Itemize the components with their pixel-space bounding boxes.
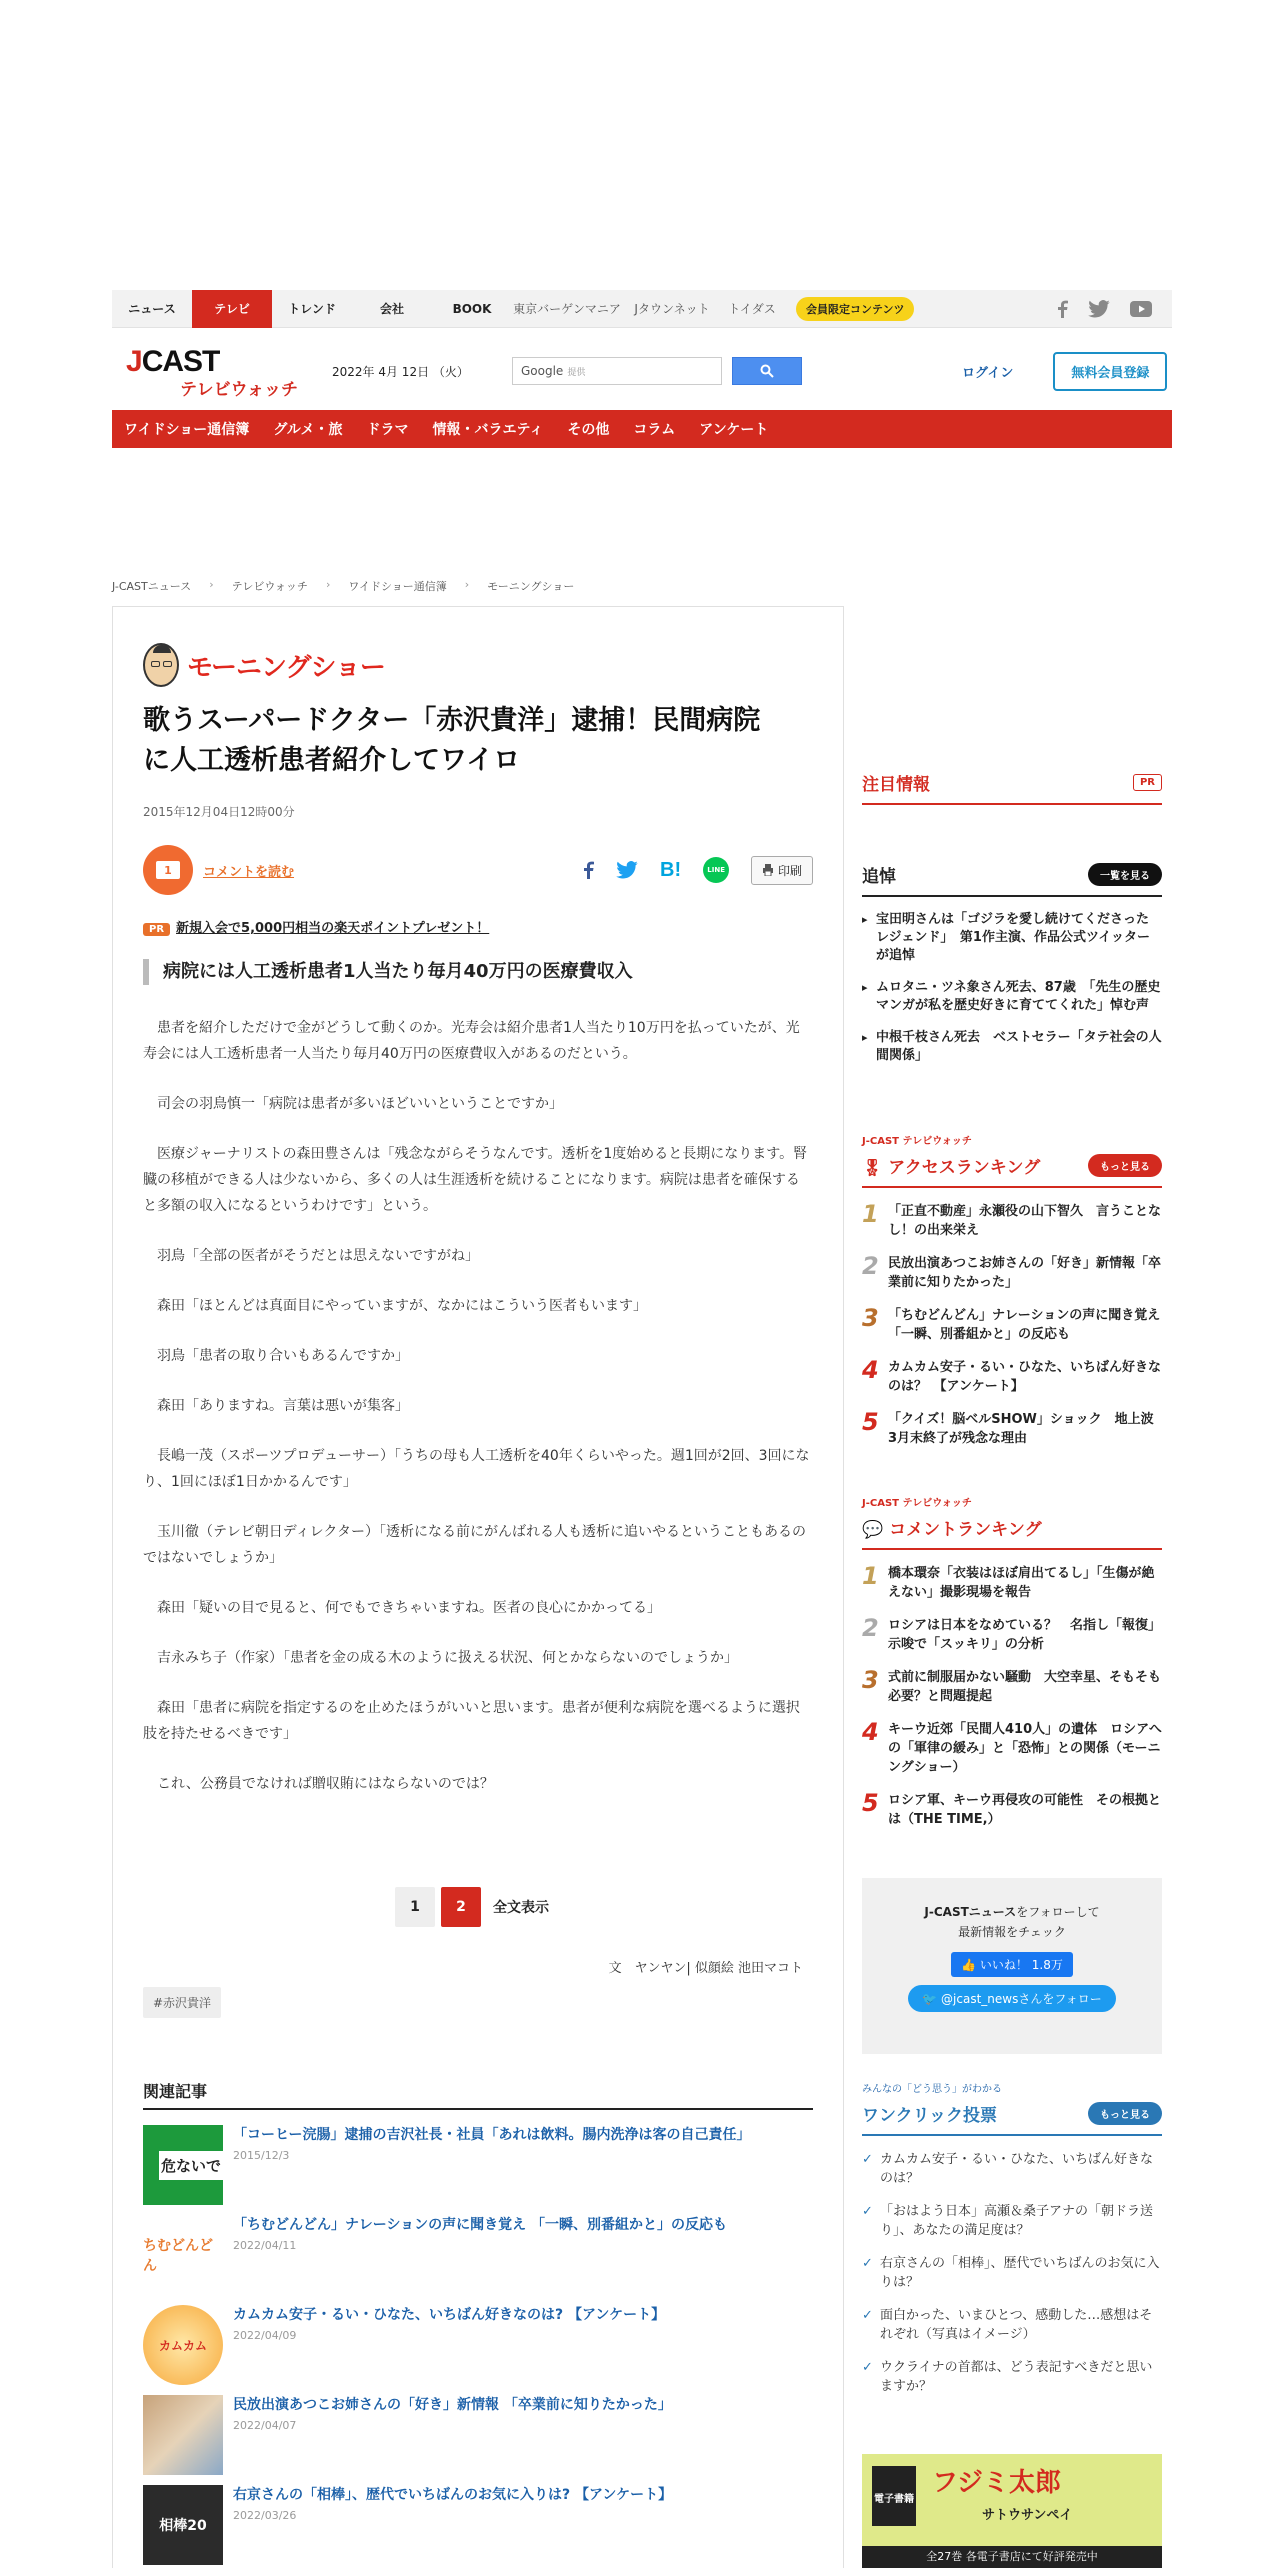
program-brand[interactable]: モーニングショー bbox=[143, 643, 813, 687]
facebook-like-button[interactable]: 👍 いいね！ 1.8万 bbox=[951, 1952, 1073, 1977]
login-link[interactable]: ログイン bbox=[962, 365, 1014, 381]
tsuito-item[interactable]: ▸ 中根千枝さん死去 ベストセラー「タテ社会の人間関係」 bbox=[862, 1029, 1162, 1065]
nav-gourmet[interactable]: グルメ・旅 bbox=[273, 422, 343, 438]
ranking-item[interactable]: 2 ロシアは日本をなめている？ 名指し「報復」示唆で「スッキリ」の分析 bbox=[862, 1614, 1162, 1652]
breadcrumb: J-CASTニュース › テレビウォッチ › ワイドショー通信簿 › モーニングショー bbox=[112, 578, 575, 593]
page-2[interactable]: 2 bbox=[441, 1887, 481, 1927]
brand-label: J-CAST テレビウォッチ bbox=[862, 1498, 972, 1509]
vote-header: ワンクリック投票 もっと見る bbox=[862, 2101, 1162, 2136]
topnav-trend[interactable]: トレンド bbox=[288, 302, 336, 316]
hatena-bookmark-icon[interactable]: B! bbox=[660, 858, 682, 881]
article-date: 2015年12月04日12時00分 bbox=[143, 805, 295, 819]
read-comments-link[interactable]: コメントを読む bbox=[203, 864, 295, 880]
youtube-icon[interactable] bbox=[1130, 301, 1152, 317]
topnav-news[interactable]: ニュース bbox=[128, 302, 176, 316]
vote-item[interactable]: ✓ 右京さんの「相棒」、歴代でいちばんのお気に入りは？ bbox=[862, 2254, 1162, 2292]
pagination bbox=[395, 1887, 549, 1927]
vote-item[interactable]: ✓ 面白かった、いまひとつ、感動した…感想はそれぞれ（写真はイメージ） bbox=[862, 2306, 1162, 2344]
ranking-item[interactable]: 2 民放出演あつこお姉さんの「好き」新情報「卒業前に知りたかった」 bbox=[862, 1252, 1162, 1290]
related-item[interactable]: 相棒20 右京さんの「相棒」、歴代でいちばんのお気に入りは? 【アンケート】 2022/03/26 bbox=[143, 2485, 813, 2565]
related-thumbnail: ちむどんどん bbox=[143, 2215, 223, 2295]
ranking-item[interactable]: 3 式前に制服届かない騒動 大空幸星、そもそも必要？と問題提起 bbox=[862, 1666, 1162, 1704]
article-credit: 文 ヤンヤン| 似顔絵 池田マコト bbox=[608, 1961, 803, 1976]
ranking-item[interactable]: 5 「クイズ！脳ベルSHOW」ショック 地上波3月末終了が残念な理由 bbox=[862, 1408, 1154, 1446]
attention-header: 注目情報 PR bbox=[862, 770, 1162, 805]
topnav-book[interactable]: BOOK bbox=[452, 301, 492, 316]
ranking-item[interactable]: 1 橋本環奈「衣装はほぼ肩出てるし」「生傷が絶えない」撮影現場を報告 bbox=[862, 1562, 1155, 1600]
brand-label: J-CAST テレビウォッチ bbox=[862, 1136, 972, 1147]
nav-wideshow[interactable]: ワイドショー通信簿 bbox=[124, 422, 250, 438]
topnav-toidas[interactable]: トイダス bbox=[728, 302, 776, 316]
related-thumbnail bbox=[143, 2395, 223, 2475]
nav-survey[interactable]: アンケート bbox=[699, 422, 769, 438]
twitter-share-icon[interactable] bbox=[616, 861, 638, 879]
topnav-jtown[interactable]: Jタウンネット bbox=[634, 302, 710, 316]
breadcrumb-item[interactable]: テレビウォッチ bbox=[231, 580, 308, 593]
access-ranking-header: 🎖 アクセスランキング もっと見る bbox=[862, 1153, 1162, 1188]
caricature-icon bbox=[143, 643, 179, 687]
print-icon bbox=[762, 864, 774, 876]
facebook-share-icon[interactable] bbox=[582, 860, 594, 880]
ranking-item[interactable]: 3 「ちむどんどん」ナレーションの声に聞き覚え 「一瞬、別番組かと」の反応も bbox=[862, 1304, 1174, 1342]
search-button[interactable] bbox=[732, 357, 802, 385]
article bbox=[112, 606, 844, 2568]
ranking-item[interactable]: 5 ロシア軍、キーウ再侵攻の可能性 その根拠とは（THE TIME,） bbox=[862, 1789, 1162, 1827]
vote-item[interactable]: ✓ ウクライナの首都は、どう表記すべきだと思いますか？ bbox=[862, 2358, 1162, 2396]
nav-other[interactable]: その他 bbox=[567, 422, 610, 438]
search-input[interactable]: Google 提供 bbox=[512, 357, 722, 385]
article-body: 患者を紹介しただけで金がどうして動くのか。光寿会は紹介患者1人当たり10万円を払っていたが、光寿会には人工透析患者一人当たり毎月40万円の医療費収入があるのだという。 司会の羽鳥慎一「病院は患者が多いほどいいということですか」 医療ジャーナリストの森田豊さんは「残念ながらそうなんです。透析を1度始めると長期になります。腎臓の移植ができる人は少ないから、多くの人は生涯透析を続けることになります。病院は患者を確保すると多額の収入になるというわけです」という。 羽鳥「全部の医者がそうだとは思えないですがね」 森田「ほとんどは真面目にやっていますが、なかにはこういう医者もいます」 羽鳥「患者の取り合いもあるんですか」 森田「ありますね。言葉は悪いが集客」 長嶋一茂（スポーツプロデューサー）「うちの母も人工透析を40年くらいやった。週1回が2回、3回になり、1回にほぼ1日かかるんです」 玉川徹（テレビ朝日ディレクター）「透析になる前にがんばれる人も透析に追いやるということもあるのではないでしょうか」 森田「疑いの目で見ると、何でもできちゃいますね。医者の良心にかかってる」 吉永みち子（作家）「患者を金の成る木のように扱える状況、何とかならないのでしょうか」 森田「患者に病院を指定するのを止めたほうがいいと思います。患者が便利な病院を選べるように選択肢を持たせるべきです」 これ、公務員でなければ贈収賄にはならないのでは？ bbox=[143, 1020, 810, 1792]
breadcrumb-item[interactable]: J-CASTニュース bbox=[112, 580, 192, 593]
ranking-item[interactable]: 4 カムカム安子・るい・ひなた、いちばん好きなのは？ 【アンケート】 bbox=[862, 1356, 1162, 1394]
tsuito-item[interactable]: ▸ 宝田明さんは「ゴジラを愛し続けてくださったレジェンド」 第1作主演、作品公式ツイッターが追悼 bbox=[862, 911, 1162, 965]
site-header bbox=[112, 336, 1172, 406]
comment-icon: 💬 bbox=[862, 1520, 884, 1540]
ranking-item[interactable]: 4 キーウ近郊「民間人410人」の遺体 ロシアへの「軍律の緩み」と「恐怖」との関係（モーニングショー） bbox=[862, 1718, 1162, 1775]
tsuito-header: 追悼 一覧を見る bbox=[862, 862, 1162, 897]
book-ad[interactable]: 電子書籍 フジミ太郎 サトウサンペイ 全27巻 各電子書店にて好評発売中 bbox=[862, 2454, 1162, 2568]
facebook-icon[interactable] bbox=[1056, 300, 1068, 318]
article-tag[interactable]: #赤沢貴洋 bbox=[143, 1987, 221, 2018]
page-1[interactable]: 1 bbox=[395, 1887, 435, 1927]
nav-column[interactable]: コラム bbox=[633, 422, 676, 438]
current-date: 2022年 4月 12日 （火） bbox=[332, 364, 469, 379]
nav-drama[interactable]: ドラマ bbox=[366, 422, 409, 438]
follow-box: J-CASTニュースをフォローして 最新情報をチェック 👍 いいね！ 1.8万 🐦 @jcast_newsさんをフォロー bbox=[862, 1878, 1162, 2054]
related-item[interactable]: ちむどんどん 「ちむどんどん」ナレーションの声に聞き覚え 「一瞬、別番組かと」の反応も 2022/04/11 bbox=[143, 2215, 813, 2295]
more-button[interactable]: もっと見る bbox=[1088, 1154, 1162, 1177]
article-title: 歌うスーパードクター「赤沢貴洋」逮捕！民間病院 に人工透析患者紹介してワイロ bbox=[143, 705, 761, 776]
line-share-icon[interactable]: LINE bbox=[703, 857, 729, 883]
member-badge[interactable]: 会員限定コンテンツ bbox=[796, 297, 914, 321]
print-button[interactable]: 印刷 bbox=[751, 856, 813, 885]
related-thumbnail: 相棒20 bbox=[143, 2485, 223, 2565]
ribbon-icon: 🎖 bbox=[862, 1158, 883, 1177]
topnav-bargain[interactable]: 東京バーゲンマニア bbox=[513, 302, 621, 316]
show-all-link[interactable]: 全文表示 bbox=[493, 1900, 549, 1916]
twitter-icon[interactable] bbox=[1088, 300, 1110, 318]
related-item[interactable]: 民放出演あつこお姉さんの「好き」新情報 「卒業前に知りたかった」 2022/04/07 bbox=[143, 2395, 813, 2475]
twitter-follow-button[interactable]: 🐦 @jcast_newsさんをフォロー bbox=[908, 1985, 1115, 2012]
ranking-item[interactable]: 1 「正直不動産」永瀬役の山下智久 言うことなし！の出来栄え bbox=[862, 1200, 1162, 1238]
more-button[interactable]: もっと見る bbox=[1088, 2102, 1162, 2125]
breadcrumb-item[interactable]: モーニングショー bbox=[487, 580, 575, 593]
section-heading: 病院には人工透析患者1人当たり毎月40万円の医療費収入 bbox=[143, 959, 813, 985]
related-thumbnail: 危ないで bbox=[143, 2125, 223, 2205]
related-list bbox=[143, 2125, 813, 2565]
comment-count-badge[interactable]: 1 bbox=[143, 845, 193, 895]
comment-ranking-header: 💬 コメントランキング bbox=[862, 1515, 1162, 1550]
search-icon bbox=[760, 364, 774, 378]
related-item[interactable]: 危ないで 「コーヒー浣腸」逮捕の吉沢社長・社員「あれは飲料。腸内洗浄は客の自己責任」 2015/12/3 bbox=[143, 2125, 813, 2205]
topnav-tv[interactable]: テレビ bbox=[192, 290, 272, 328]
vote-label: みんなの「どう思う」がわかる bbox=[862, 2084, 1002, 2095]
topnav-company[interactable]: 会社 bbox=[379, 302, 404, 316]
list-all-button[interactable]: 一覧を見る bbox=[1088, 863, 1162, 886]
breadcrumb-item[interactable]: ワイドショー通信簿 bbox=[348, 580, 447, 593]
register-button[interactable]: 無料会員登録 bbox=[1053, 352, 1167, 391]
related-thumbnail: カムカム bbox=[143, 2305, 223, 2385]
jcast-logo[interactable]: JCAST テレビウォッチ bbox=[126, 345, 298, 400]
top-nav bbox=[112, 290, 1172, 328]
related-heading: 関連記事 bbox=[143, 2079, 813, 2110]
vote-item[interactable]: ✓ 「おはよう日本」高瀬＆桑子アナの「朝ドラ送り」、あなたの満足度は？ bbox=[862, 2202, 1162, 2240]
vote-item[interactable]: ✓ カムカム安子・るい・ひなた、いちばん好きなのは？ bbox=[862, 2150, 1162, 2188]
promo-link[interactable]: PR 新規入会で5,000円相当の楽天ポイントプレゼント！ bbox=[143, 917, 813, 936]
tsuito-item[interactable]: ▸ ムロタニ・ツネ象さん死去、87歳 「先生の歴史マンガが私を歴史好きに育ててくれた」悼む声 bbox=[862, 979, 1162, 1015]
category-nav bbox=[112, 410, 1172, 448]
related-item[interactable]: カムカム カムカム安子・るい・ひなた、いちばん好きなのは? 【アンケート】 2022/04/09 bbox=[143, 2305, 813, 2385]
nav-variety[interactable]: 情報・バラエティ bbox=[432, 422, 544, 438]
